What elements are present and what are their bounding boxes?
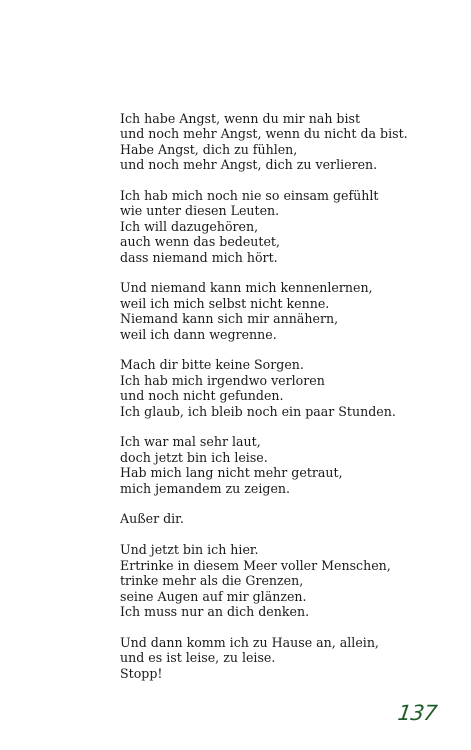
poem-line: Stopp! [120,665,163,681]
poem-line: weil ich mich selbst nicht kenne. [120,295,330,311]
poem-line: mich jemandem zu zeigen. [120,480,291,496]
page-number: 137 [396,701,439,725]
poem-body [120,111,450,696]
poem-stanza [120,280,450,342]
poem-line: trinke mehr als die Grenzen, [120,573,304,589]
poem-line: weil ich dann wegrenne. [120,326,277,342]
poem-line: Und niemand kann mich kennenlernen, [120,280,373,296]
poem-line: und noch mehr Angst, wenn du nicht da bist. [120,126,408,142]
poem-line: Ich hab mich irgendwo verloren [120,372,325,388]
poem-stanza [120,111,450,173]
poem-stanza [120,434,450,496]
poem-line: doch jetzt bin ich leise. [120,449,268,465]
poem-line: und noch mehr Angst, dich zu verlieren. [120,157,378,173]
poem-line: dass niemand mich hört. [120,249,278,265]
poem-line: Niemand kann sich mir annähern, [120,311,339,327]
poem-line: Ich war mal sehr laut, [120,434,261,450]
poem-stanza [120,188,450,265]
poem-stanza [120,357,450,419]
poem-line: Ich will dazugehören, [120,218,259,234]
poem-line: auch wenn das bedeutet, [120,234,280,250]
poem-line: Ich glaub, ich bleib noch ein paar Stunden. [120,403,396,419]
poem-stanza [120,635,450,681]
poem-line: Hab mich lang nicht mehr getraut, [120,465,343,481]
poem-line: wie unter diesen Leuten. [120,203,280,219]
poem-line: Ich muss nur an dich denken. [120,603,310,619]
poem-stanza [120,542,450,619]
poem-line: Und jetzt bin ich hier. [120,542,259,558]
poem-line: seine Augen auf mir glänzen. [120,588,307,604]
poem-stanza [120,511,450,526]
poem-line: Außer dir. [120,511,184,527]
poem-line: Ich hab mich noch nie so einsam gefühlt [120,188,379,204]
poem-line: Ertrinke in diesem Meer voller Menschen, [120,557,391,573]
poem-line: Und dann komm ich zu Hause an, allein, [120,634,379,650]
poem-line: Ich habe Angst, wenn du mir nah bist [120,111,361,126]
poem-line: und es ist leise, zu leise. [120,650,276,666]
poem-line: und noch nicht gefunden. [120,388,284,404]
poem-line: Habe Angst, dich zu fühlen, [120,141,298,157]
poem-line: Mach dir bitte keine Sorgen. [120,357,304,373]
